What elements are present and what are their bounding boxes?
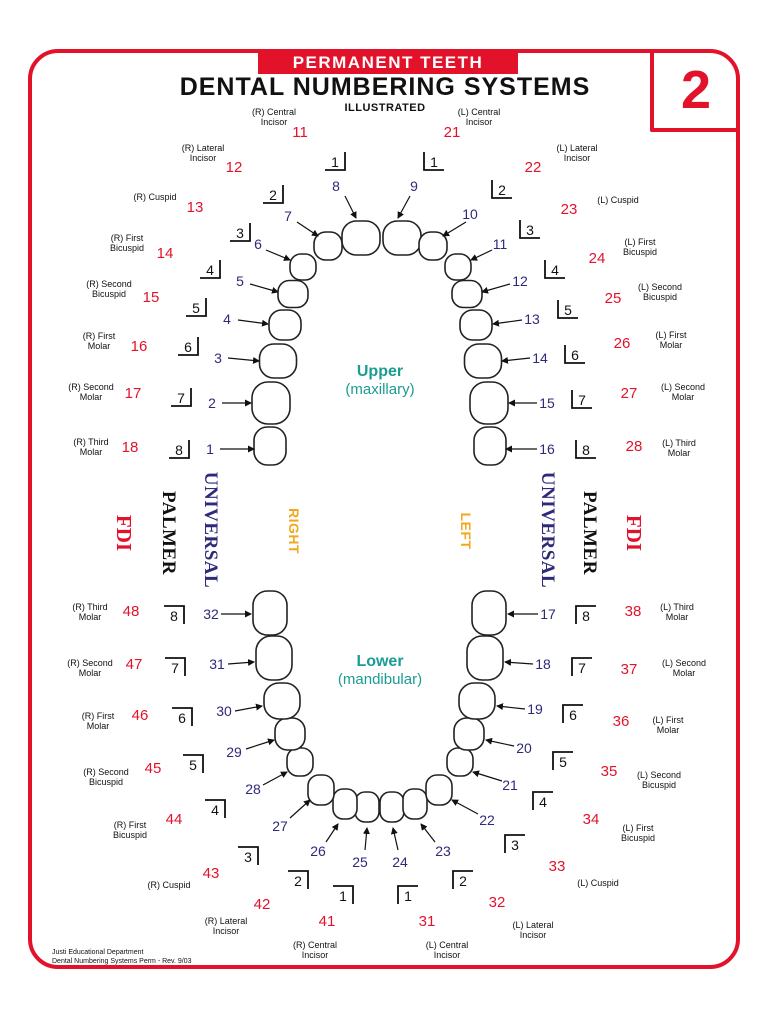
palmer-number: 2 [498,182,506,198]
tooth-name-label: (R) First Molar [81,711,115,731]
upper-arch-subtitle: (maxillary) [345,381,415,398]
universal-number: 26 [310,843,326,859]
tooth-name-label: (L) Second Molar [661,658,707,678]
universal-number: 24 [392,854,408,870]
universal-number: 31 [209,656,225,672]
palmer-label-right: PALMER [158,491,179,575]
fdi-number: 21 [443,124,461,141]
tooth-upper-right-5 [269,310,301,340]
fdi-number: 25 [604,290,622,307]
tooth-lower-right-5 [275,718,305,750]
tooth-upper-right-4 [278,281,308,308]
tooth-upper-left-2 [419,232,447,260]
fdi-label-right: FDI [112,514,136,552]
tooth-upper-left-5 [460,310,492,340]
universal-number: 14 [532,350,548,366]
palmer-number: 8 [170,608,178,624]
tooth-upper-right-2 [314,232,342,260]
fdi-number: 16 [130,338,148,355]
fdi-number: 15 [142,289,160,306]
fdi-number: 43 [202,865,220,882]
palmer-number: 6 [569,707,577,723]
universal-number: 29 [226,744,242,760]
fdi-number: 44 [165,811,183,828]
palmer-number: 8 [175,442,183,458]
chart-number-badge: 2 [650,52,738,132]
universal-number: 5 [236,273,244,289]
universal-number: 3 [214,350,222,366]
universal-number: 11 [492,236,508,252]
universal-number: 21 [502,777,518,793]
fdi-number: 35 [600,763,618,780]
tooth-name-label: (R) Third Molar [72,602,108,622]
fdi-number: 46 [131,707,149,724]
fdi-number: 33 [548,858,566,875]
pointer-arrow [290,800,310,818]
tooth-name-label: (L) Second Bicuspid [637,282,683,302]
tooth-name-label: (R) Cuspid [133,192,177,202]
tooth-name-label: (L) Cuspid [577,878,619,888]
fdi-number: 14 [156,245,174,262]
upper-arch-label [310,362,450,399]
tooth-name-label: (R) Cuspid [147,880,191,890]
palmer-number: 4 [539,794,547,810]
palmer-number: 8 [582,608,590,624]
tooth-lower-left-4 [447,748,473,776]
tooth-name-label: (R) Second Bicuspid [86,279,132,299]
fdi-number: 11 [292,124,308,141]
upper-arch-title: Upper [356,363,404,380]
universal-number: 22 [479,812,495,828]
palmer-number: 5 [189,757,197,773]
tooth-upper-left-4 [452,281,482,308]
fdi-number: 17 [124,385,142,402]
illustrated-label: ILLUSTRATED [344,102,426,114]
lower-arch-title: Lower [356,653,404,670]
palmer-number: 7 [171,660,179,676]
pointer-arrow [473,772,502,781]
universal-number: 7 [284,208,292,224]
pointer-arrow [228,662,254,664]
pointer-arrow [421,824,435,842]
fdi-number: 47 [125,656,143,673]
tooth-lower-left-6 [459,683,495,719]
pointer-arrow [246,740,274,749]
universal-number: 28 [245,781,261,797]
tooth-lower-right-8 [253,591,287,635]
universal-number: 15 [539,395,555,411]
tooth-lower-left-3 [426,775,452,805]
tooth-name-label: (L) Third Molar [662,438,696,458]
tooth-lower-right-6 [264,683,300,719]
lower-arch-label [310,652,450,689]
tooth-name-label: (R) Lateral Incisor [204,916,248,936]
palmer-number: 1 [404,888,412,904]
universal-number: 19 [527,701,543,717]
pointer-arrow [345,196,356,218]
tooth-lower-left-2 [403,789,427,819]
tooth-name-label: (L) Central Incisor [425,940,469,960]
tooth-name-label: (R) Central Incisor [251,107,297,127]
palmer-number: 7 [177,390,185,406]
pointer-arrow [297,222,318,236]
footer-line-1: Justi Educational Department [52,949,144,956]
pointer-arrow [482,284,510,292]
tooth-name-label: (L) First Molar [655,330,687,350]
tooth-lower-right-2 [333,789,357,819]
universal-number: 10 [462,206,478,222]
fdi-number: 24 [588,250,606,267]
universal-number: 6 [254,236,262,252]
universal-number: 9 [410,178,418,194]
fdi-number: 23 [560,201,578,218]
fdi-number: 45 [144,760,162,777]
fdi-number: 27 [620,385,638,402]
tooth-name-label: (R) First Bicuspid [109,233,145,253]
fdi-number: 36 [612,713,630,730]
tooth-name-label: (L) First Bicuspid [622,237,658,257]
universal-number: 16 [539,441,555,457]
palmer-number: 4 [206,262,214,278]
tooth-name-label: (R) Lateral Incisor [181,143,225,163]
pointer-arrow [505,662,533,664]
pointer-arrow [365,828,367,850]
universal-number: 8 [332,178,340,194]
palmer-number: 5 [564,302,572,318]
tooth-name-label: (L) First Bicuspid [620,823,656,843]
fdi-number: 38 [624,603,642,620]
palmer-number: 3 [526,222,534,238]
pointer-arrow [266,250,290,260]
palmer-number: 5 [559,754,567,770]
tooth-lower-left-5 [454,718,484,750]
tooth-upper-right-8 [254,427,286,465]
footer-credit [52,948,192,966]
palmer-number: 2 [269,187,277,203]
universal-number: 12 [512,273,528,289]
pointer-arrow [502,358,530,361]
palmer-label-left: PALMER [579,491,600,575]
universal-number: 30 [216,703,232,719]
lower-arch-subtitle: (mandibular) [337,671,423,688]
fdi-number: 13 [186,199,204,216]
tooth-upper-left-8 [474,427,506,465]
universal-label-right: UNIVERSAL [200,471,221,589]
subtitle-banner: PERMANENT TEETH [258,51,518,74]
tooth-name-label: (R) First Molar [82,331,116,351]
tooth-name-label: (L) Second Molar [660,382,706,402]
tooth-name-label: (L) Central Incisor [457,107,501,127]
pointer-arrow [493,320,522,324]
fdi-number: 12 [225,159,243,176]
palmer-number: 4 [211,802,219,818]
fdi-number: 32 [488,894,506,911]
pointer-arrow [398,196,410,218]
universal-number: 32 [203,606,219,622]
tooth-upper-left-3 [445,254,471,280]
universal-number: 25 [352,854,368,870]
tooth-name-label: (L) Cuspid [597,195,639,205]
fdi-number: 22 [524,159,542,176]
pointer-arrow [263,772,287,785]
universal-number: 1 [206,441,214,457]
tooth-upper-left-1 [383,221,421,255]
pointer-arrow [486,740,514,746]
tooth-name-label: (R) Second Bicuspid [83,767,129,787]
tooth-upper-right-3 [290,254,316,280]
fdi-number: 37 [620,661,638,678]
universal-number: 4 [223,311,231,327]
fdi-number: 26 [613,335,631,352]
tooth-lower-right-1 [355,792,379,822]
palmer-number: 6 [571,347,579,363]
palmer-number: 1 [331,154,339,170]
tooth-lower-right-7 [256,636,292,680]
pointer-arrow [471,250,492,260]
fdi-number: 28 [625,438,643,455]
pointer-arrow [497,706,525,709]
universal-number: 20 [516,740,532,756]
tooth-name-label: (R) Second Molar [68,382,114,402]
right-side-label: RIGHT [286,507,302,555]
tooth-upper-right-6 [260,344,297,378]
universal-number: 2 [208,395,216,411]
tooth-name-label: (L) Second Bicuspid [636,770,682,790]
palmer-number: 6 [178,710,186,726]
tooth-lower-left-7 [467,636,503,680]
pointer-arrow [228,358,259,361]
universal-label-left: UNIVERSAL [537,471,558,589]
pointer-arrow [326,824,338,842]
palmer-number: 3 [236,225,244,241]
palmer-number: 3 [244,849,252,865]
tooth-upper-left-7 [470,382,508,424]
palmer-number: 6 [184,339,192,355]
fdi-label-left: FDI [622,514,646,552]
palmer-number: 1 [430,154,438,170]
tooth-name-label: (L) First Molar [652,715,684,735]
palmer-number: 2 [459,873,467,889]
tooth-name-label: (L) Lateral Incisor [556,143,598,163]
palmer-number: 4 [551,262,559,278]
tooth-lower-left-1 [380,792,404,822]
fdi-number: 48 [122,603,140,620]
universal-number: 13 [524,311,540,327]
tooth-upper-right-7 [252,382,290,424]
tooth-name-label: (R) First Bicuspid [112,820,148,840]
page-title: DENTAL NUMBERING SYSTEMS [179,73,591,101]
tooth-name-label: (R) Second Molar [67,658,113,678]
tooth-lower-right-3 [308,775,334,805]
universal-number: 23 [435,843,451,859]
palmer-number: 8 [582,442,590,458]
universal-number: 17 [540,606,556,622]
palmer-number: 7 [578,660,586,676]
tooth-name-label: (R) Central Incisor [292,940,338,960]
palmer-number: 1 [339,888,347,904]
pointer-arrow [250,284,278,292]
left-side-label: LEFT [458,512,474,550]
fdi-number: 42 [253,896,271,913]
palmer-number: 7 [578,392,586,408]
tooth-name-label: (L) Lateral Incisor [512,920,554,940]
palmer-number: 3 [511,837,519,853]
universal-number: 18 [535,656,551,672]
fdi-number: 34 [582,811,600,828]
footer-line-2: Dental Numbering Systems Perm - Rev. 9/03 [52,958,192,965]
pointer-arrow [452,800,478,814]
tooth-name-label: (L) Third Molar [660,602,694,622]
pointer-arrow [393,828,398,850]
fdi-number: 18 [121,439,139,456]
palmer-number: 2 [294,873,302,889]
tooth-lower-left-8 [472,591,506,635]
pointer-arrow [443,222,466,236]
pointer-arrow [235,706,262,711]
tooth-upper-left-6 [465,344,502,378]
tooth-lower-right-4 [287,748,313,776]
fdi-number: 31 [418,913,436,930]
pointer-arrow [238,320,268,324]
tooth-upper-right-1 [342,221,380,255]
universal-number: 27 [272,818,288,834]
palmer-number: 5 [192,300,200,316]
tooth-name-label: (R) Third Molar [73,437,109,457]
fdi-number: 41 [318,913,336,930]
